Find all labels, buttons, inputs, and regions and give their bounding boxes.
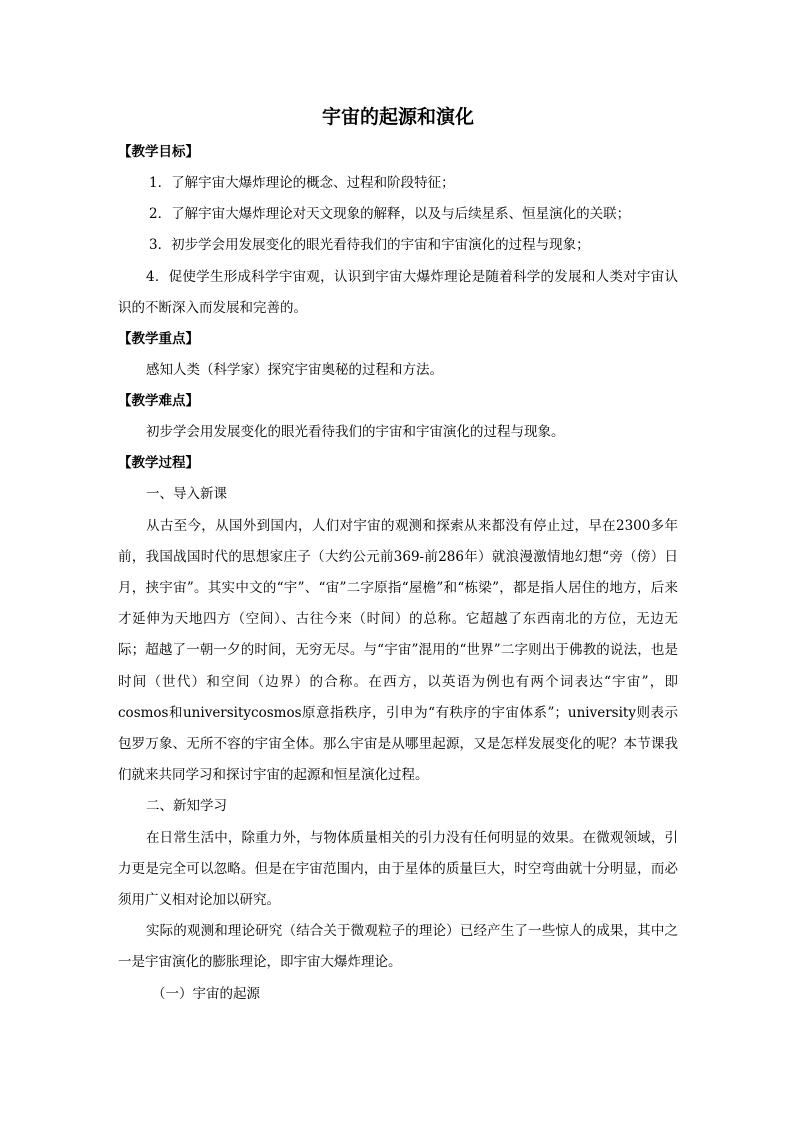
objective-item-4: 4．促使学生形成科学宇宙观，认识到宇宙大爆炸理论是随着科学的发展和人类对宇宙认识的不断深入而发展和完善的。 (118, 268, 678, 316)
objective-item-1: 1．了解宇宙大爆炸理论的概念、过程和阶段特征； (149, 175, 455, 191)
objectives-heading: 【教学目标】 (118, 144, 199, 160)
new-knowledge-paragraph-2: 实际的观测和理论研究（结合关于微观粒子的理论）已经产生了一些惊人的成果，其中之一是宇宙演化的膨胀理论，即宇宙大爆炸理论。 (118, 923, 678, 971)
process-heading: 【教学过程】 (118, 455, 199, 472)
key-points-heading: 【教学重点】 (118, 331, 199, 348)
document-page (118, 100, 678, 1010)
origin-subtitle: （一）宇宙的起源 (152, 985, 260, 1002)
difficulties-text: 初步学会用发展变化的眼光看待我们的宇宙和宇宙演化的过程与现象。 (146, 424, 565, 441)
difficulties-heading: 【教学难点】 (118, 393, 199, 410)
objective-item-2: 2．了解宇宙大爆炸理论对天文现象的解释，以及与后续星系、恒星演化的关联； (149, 206, 631, 223)
intro-title: 一、导入新课 (146, 486, 227, 503)
document-title: 宇宙的起源和演化 (321, 106, 474, 128)
objective-item-3: 3．初步学会用发展变化的眼光看待我们的宇宙和宇宙演化的过程与现象； (149, 237, 590, 254)
new-knowledge-title: 二、新知学习 (146, 798, 227, 815)
key-points-text: 感知人类（科学家）探究宇宙奥秘的过程和方法。 (146, 362, 443, 379)
intro-paragraph: 从古至今，从国外到国内，人们对宇宙的观测和探索从来都没有停止过，早在2300多年前，我国战国时代的思想家庄子（大约公元前369-前286年）就浪漫激情地幻想“旁（傍）日月，挟宇宙”。其实中文的“宇”、“宙”二字原指“屋檐”和“栋梁”，都是指人居住的地方，后来才延伸为天地四方（空间）、古往今来（时间）的总称。它超越了东西南北的方位，无边无际；超越了一朝一夕的时间，无穷无尽。与“宇宙”混用的“世界”二字则出于佛教的说法，也是时间（世代）和空间（边界）的合称。在西方，以英语为例也有两个词表达“宇宙”，即cosmos和universitycosmos原意指秩序，引申为“有秩序的宇宙体系”；university则表示包罗万象、无所不容的宇宙全体。那么宇宙是从哪里起源，又是怎样发展变化的呢？本节课我们就来共同学习和探讨宇宙的起源和恒星演化过程。 (118, 517, 678, 784)
new-knowledge-paragraph-1: 在日常生活中，除重力外，与物体质量相关的引力没有任何明显的效果。在微观领域，引力更是完全可以忽略。但是在宇宙范围内，由于星体的质量巨大，时空弯曲就十分明显，而必须用广义相对论加以研究。 (118, 829, 678, 909)
